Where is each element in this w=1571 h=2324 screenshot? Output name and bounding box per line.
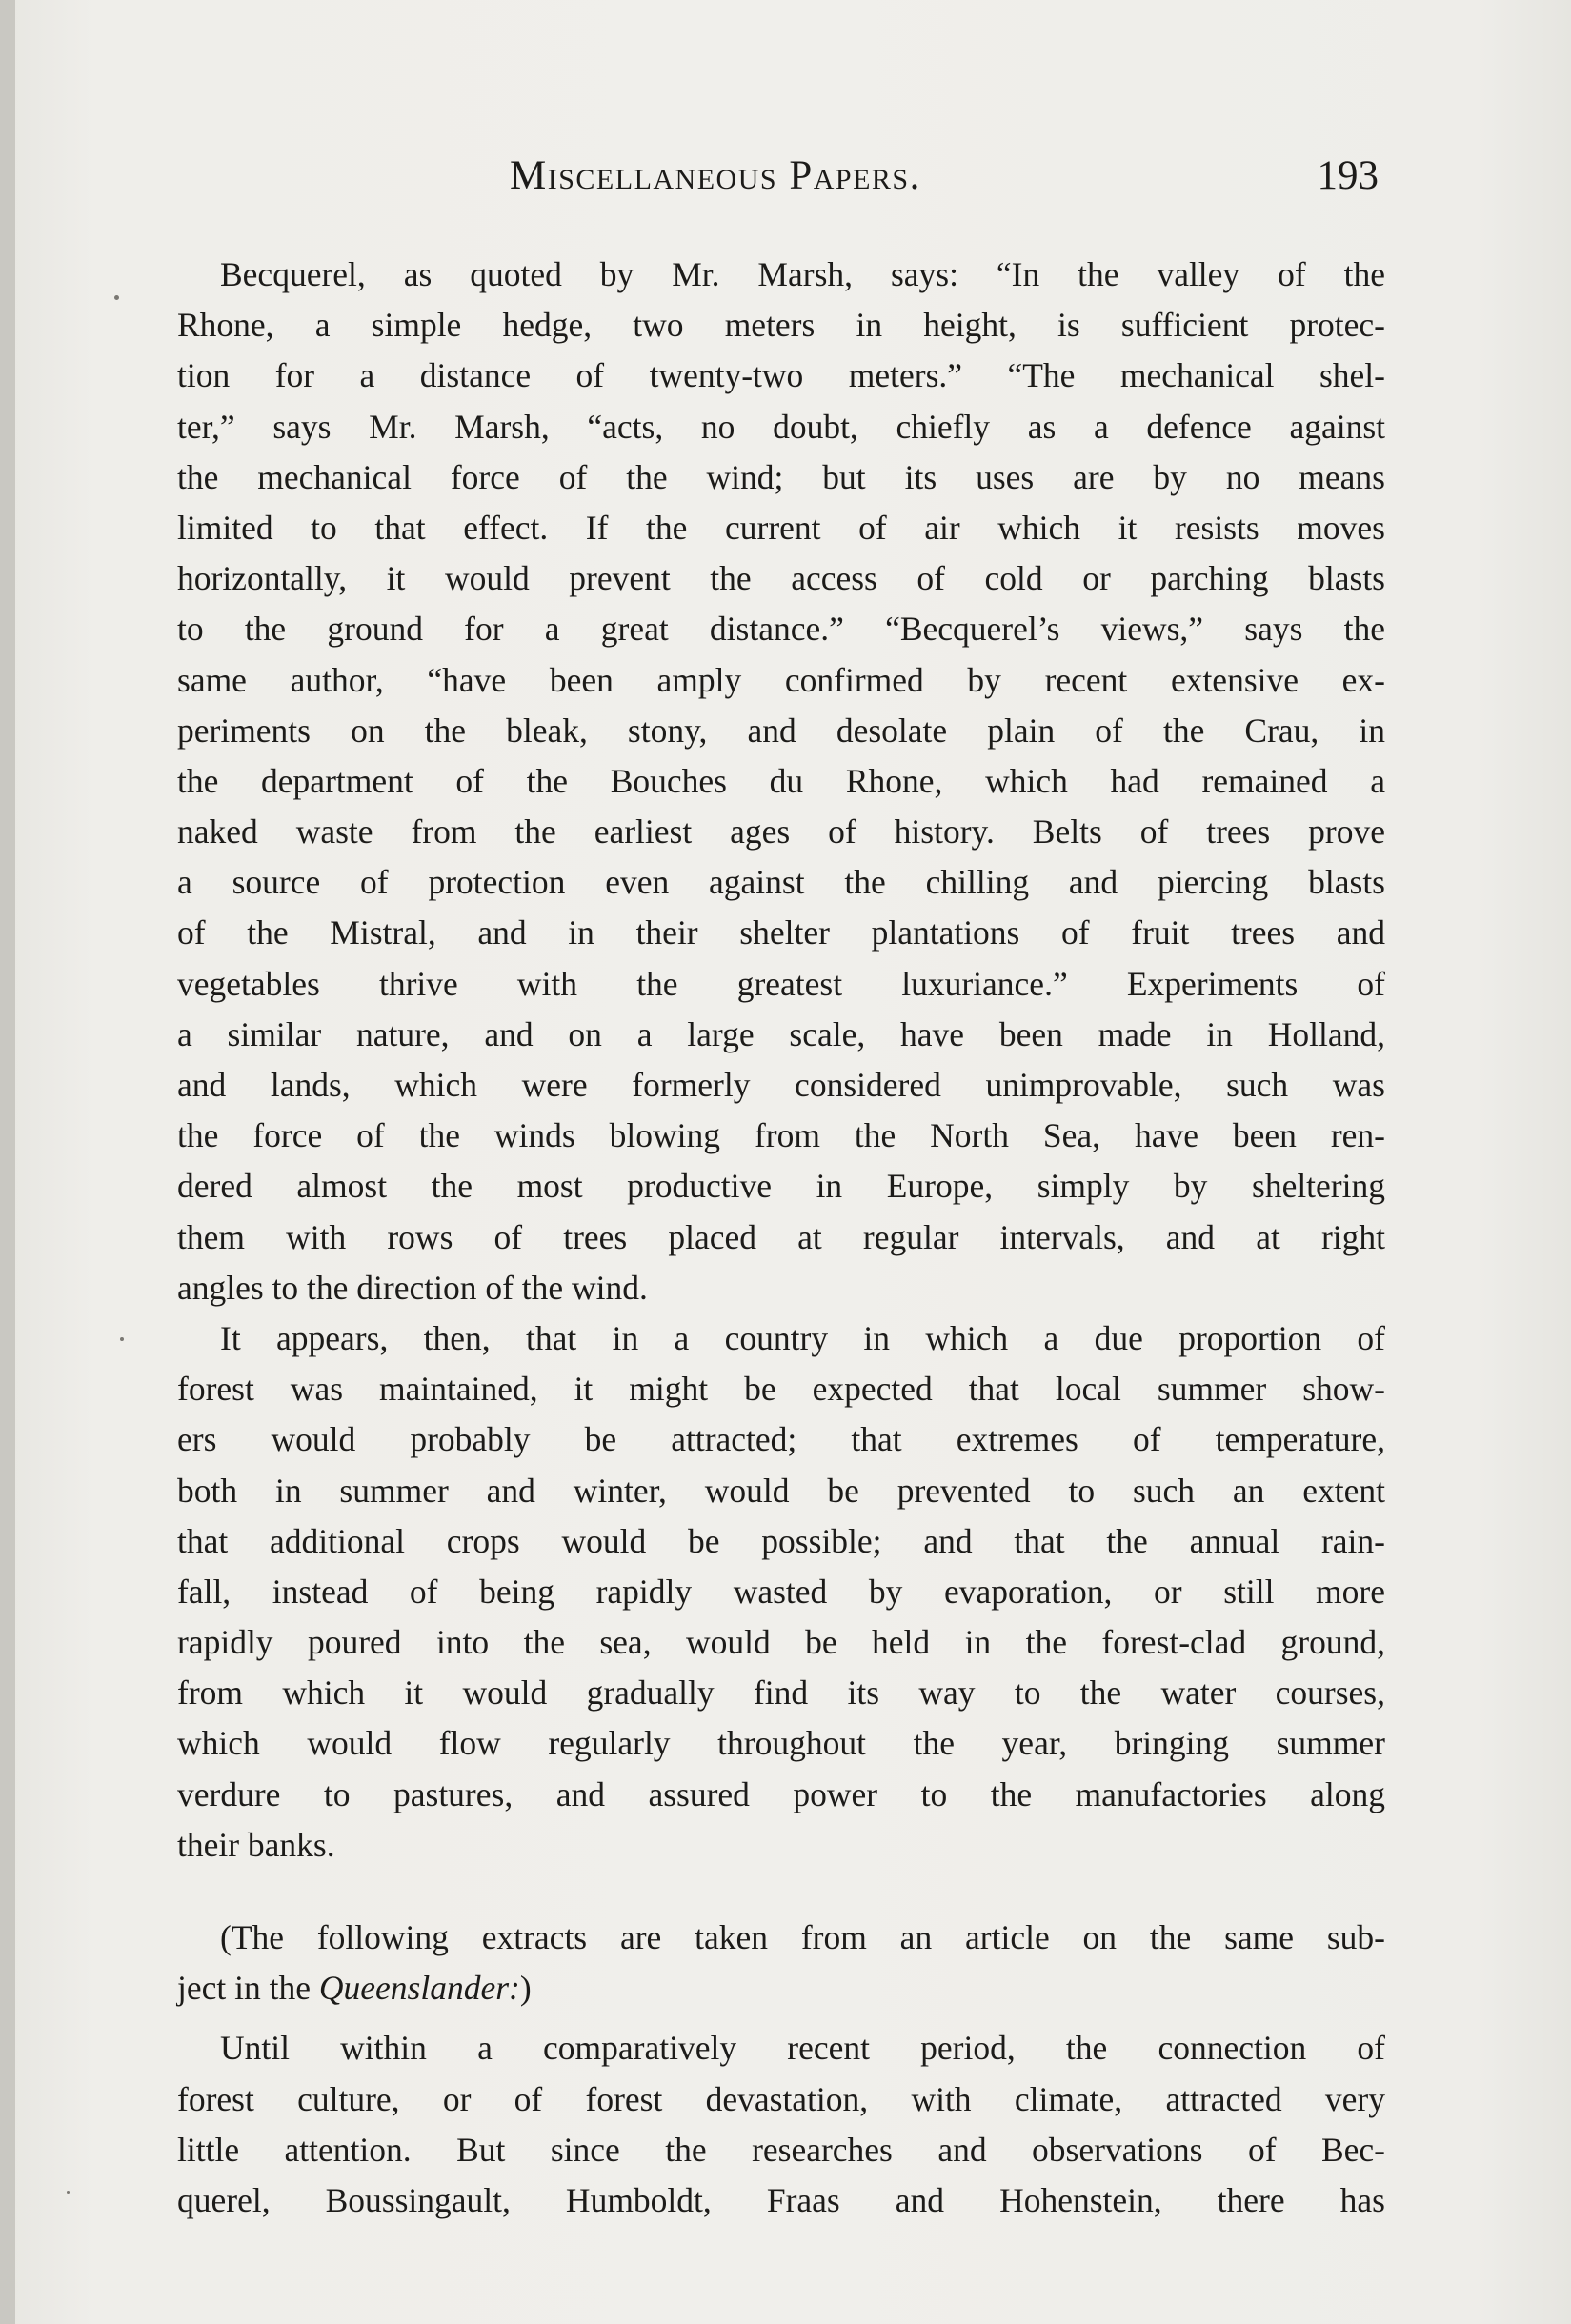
text-line: angles to the direction of the wind. (177, 1268, 648, 1307)
text-line: which would flow regularly throughout the year, bringing summer (177, 1724, 1385, 1763)
text-line: tion for a distance of twenty-two meters.” “The mechanical shel- (177, 356, 1385, 395)
paper-speck (67, 2191, 70, 2194)
text-line: Rhone, a simple hedge, two meters in height, is sufficient protec- (177, 306, 1385, 345)
text-line (177, 1963, 1385, 2013)
text-line: periments on the bleak, stony, and desolate plain of the Crau, in (177, 711, 1385, 750)
text-line: ter,” says Mr. Marsh, “acts, no doubt, chiefly as a defence against (177, 407, 1385, 446)
text-line: It appears, then, that in a country in which a due proportion of (220, 1318, 1385, 1357)
text-line: forest culture, or of forest devastation, with climate, attracted very (177, 2079, 1385, 2118)
publication-title: Queenslander: (318, 1969, 520, 2008)
paragraph-forest-culture (177, 2023, 1385, 2226)
text-line: dered almost the most productive in Europe, simply by sheltering (177, 1167, 1385, 1206)
running-header (186, 152, 1386, 210)
text-fragment: ject in the (177, 1969, 319, 2008)
text-line: querel, Boussingault, Humboldt, Fraas and Hohenstein, there has (177, 2180, 1385, 2219)
text-line: naked waste from the earliest ages of history. Belts of trees prove (177, 812, 1385, 851)
running-title: Miscellaneous Papers. (510, 153, 921, 198)
body-text (177, 250, 1385, 2226)
paragraph-gap (177, 1871, 1385, 1913)
text-line: a source of protection even against the chilling and piercing blasts (177, 863, 1385, 902)
text-line: Becquerel, as quoted by Mr. Marsh, says: “In the valley of the (220, 255, 1385, 293)
paper-speck (120, 1337, 124, 1341)
text-line: that additional crops would be possible; and that the annual rain- (177, 1521, 1385, 1560)
paragraph-extracts-note (177, 1913, 1385, 2013)
text-line: rapidly poured into the sea, would be held in the forest-clad ground, (177, 1623, 1385, 1662)
text-line: of the Mistral, and in their shelter plantations of fruit trees and (177, 913, 1385, 952)
text-line: vegetables thrive with the greatest luxuriance.” Experiments of (177, 964, 1385, 1003)
text-line: and lands, which were formerly considered unimprovable, such was (177, 1066, 1385, 1104)
text-line: both in summer and winter, would be prevented to such an extent (177, 1471, 1385, 1510)
text-line: a similar nature, and on a large scale, have been made in Holland, (177, 1014, 1385, 1053)
text-line: ers would probably be attracted; that extremes of temperature, (177, 1420, 1385, 1459)
text-line: them with rows of trees placed at regular intervals, and at right (177, 1217, 1385, 1256)
text-line: forest was maintained, it might be expected that local summer show- (177, 1370, 1385, 1409)
text-fragment: ) (519, 1969, 532, 2008)
paper-speck (114, 295, 119, 300)
paragraph-forest-benefits (177, 1313, 1385, 1871)
text-line: from which it would gradually find its way to the water courses, (177, 1673, 1385, 1713)
page-number: 193 (1317, 153, 1379, 198)
paragraph-windbreaks (177, 250, 1385, 1313)
text-line: horizontally, it would prevent the access of cold or parching blasts (177, 559, 1385, 598)
text-line: to the ground for a great distance.” “Becquerel’s views,” says the (177, 610, 1385, 649)
text-line: same author, “have been amply confirmed by recent extensive ex- (177, 660, 1385, 699)
text-line: fall, instead of being rapidly wasted by evaporation, or still more (177, 1572, 1385, 1611)
text-line: the mechanical force of the wind; but its uses are by no means (177, 457, 1385, 496)
text-line: the department of the Bouches du Rhone, which had remained a (177, 761, 1385, 800)
text-line: Until within a comparatively recent period, the connection of (220, 2029, 1385, 2068)
text-line: their banks. (177, 1825, 335, 1864)
binding-shadow (0, 0, 15, 2324)
text-line: limited to that effect. If the current of air which it resists moves (177, 508, 1385, 547)
text-line: verdure to pastures, and assured power to the manufactories along (177, 1774, 1385, 1813)
text-line: little attention. But since the researches and observations of Bec- (177, 2130, 1385, 2169)
text-line: (The following extracts are taken from an article on the same sub- (220, 1918, 1385, 1956)
text-line: the force of the winds blowing from the North Sea, have been ren- (177, 1116, 1385, 1155)
paragraph-gap (177, 2013, 1385, 2023)
